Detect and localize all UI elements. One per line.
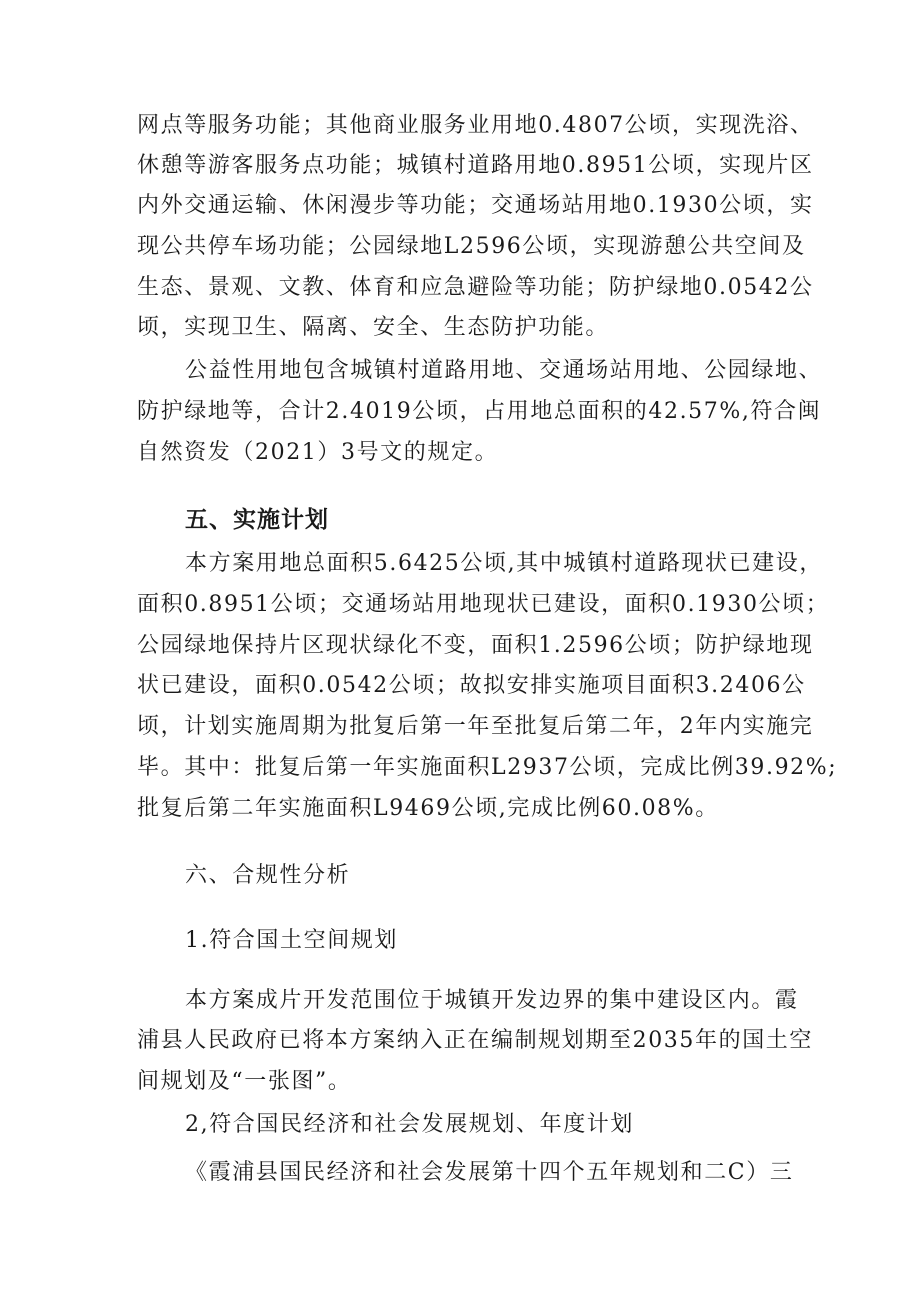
paragraph-1-line-1: 网点等服务功能；其他商业服务业用地0.4807公顷，实现洗浴、 — [137, 113, 814, 138]
paragraph-1-line-5: 生态、景观、文教、体育和应急避险等功能；防护绿地0.0542公 — [137, 275, 814, 300]
paragraph-2-line-2: 防护绿地等，合计2.4019公顷，占用地总面积的42.57%,符合闽 — [137, 399, 822, 424]
section-5-line-7: 批复后第二年实施面积L9469公顷,完成比例60.08%。 — [137, 796, 719, 821]
section-6-sub-1-line-3: 间规划及“一张图”。 — [137, 1069, 352, 1094]
paragraph-1-line-3: 内外交通运输、休闲漫步等功能；交通场站用地0.1930公顷，实 — [137, 193, 814, 218]
section-6-sub-2-line-1: 《霞浦县国民经济和社会发展第十四个五年规划和二C）三 — [185, 1160, 794, 1185]
paragraph-2-line-3: 自然资发（2021）3号文的规定。 — [137, 440, 499, 465]
paragraph-1-line-2: 休憩等游客服务点功能；城镇村道路用地0.8951公顷，实现片区 — [137, 153, 814, 178]
paragraph-1-line-4: 现公共停车场功能；公园绿地L2596公顷，实现游憩公共空间及 — [137, 234, 806, 259]
section-5-line-5: 顷，计划实施周期为批复后第一年至批复后第二年，2年内实施完 — [137, 714, 814, 739]
paragraph-2-line-1: 公益性用地包含城镇村道路用地、交通场站用地、公园绿地、 — [185, 358, 823, 383]
section-6-sub-1-line-1: 本方案成片开发范围位于城镇开发边界的集中建设区内。霞 — [185, 988, 799, 1013]
section-6-sub-1-line-2: 浦县人民政府已将本方案纳入正在编制规划期至2035年的国土空 — [137, 1028, 813, 1053]
section-6-heading: 六、合规性分析 — [185, 863, 351, 888]
section-5-line-4: 状已建设，面积0.0542公顷；故拟安排实施项目面积3.2406公 — [137, 673, 806, 698]
section-5-line-3: 公园绿地保持片区现状绿化不变，面积1.2596公顷；防护绿地现 — [137, 633, 814, 658]
section-5-heading: 五、实施计划 — [185, 507, 329, 533]
paragraph-1-line-6: 顷，实现卫生、隔离、安全、生态防护功能。 — [137, 315, 610, 340]
section-5-line-6: 毕。其中：批复后第一年实施面积L2937公顷，完成比例39.92%; — [137, 755, 838, 780]
section-6-sub-2-heading: 2,符合国民经济和社会发展规划、年度计划 — [185, 1112, 634, 1137]
section-5-line-1: 本方案用地总面积5.6425公顷,其中城镇村道路现状已建设， — [185, 551, 823, 576]
section-5-line-2: 面积0.8951公顷；交通场站用地现状已建设，面积0.1930公顷； — [137, 592, 830, 617]
section-6-sub-1-heading: 1.符合国土空间规划 — [185, 928, 398, 953]
